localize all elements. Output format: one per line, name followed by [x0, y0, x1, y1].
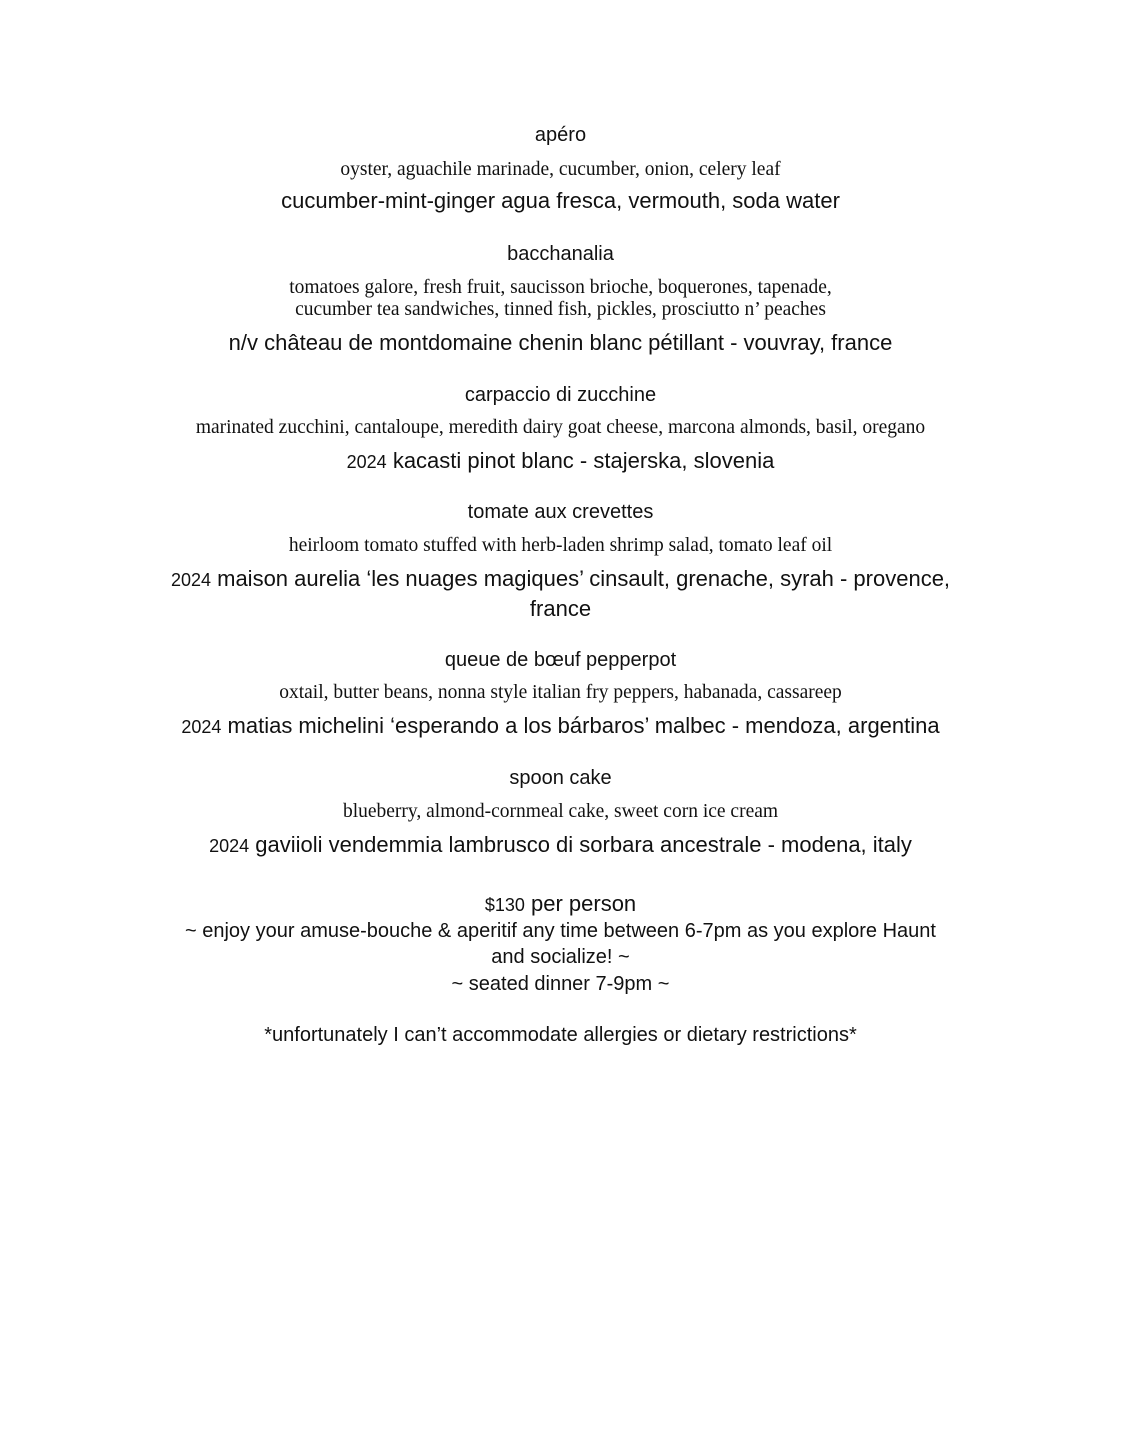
price-unit: per person [530, 891, 637, 916]
course-description: heirloom tomato stuffed with herb-laden shrimp salad, tomato leaf oil [288, 535, 833, 556]
wine-name: gaviioli vendemmia lambrusco di sorbara ancestrale - modena, italy [255, 832, 912, 857]
course-description: oyster, aguachile marinade, cucumber, onion, celery leaf [340, 159, 781, 180]
wine-vintage: 2024 [181, 717, 222, 737]
price-amount: $130 [484, 895, 525, 915]
course-title: queue de bœuf pepperpot [444, 649, 677, 671]
wine-name: kacasti pinot blanc - stajerska, slovenia [392, 448, 775, 473]
course-title: apéro [534, 124, 587, 146]
wine-vintage: 2024 [209, 836, 250, 856]
wine-name: maison aurelia ‘les nuages magiques’ cinsault, grenache, syrah - provence, [217, 566, 951, 591]
wine-pairing [0, 448, 1121, 473]
dietary-disclaimer: *unfortunately I can’t accommodate allergies or dietary restrictions* [264, 1024, 857, 1046]
schedule-note: ~ seated dinner 7-9pm ~ [451, 973, 670, 995]
schedule-note: ~ enjoy your amuse-bouche & aperitif any time between 6-7pm as you explore Haunt [185, 920, 936, 942]
wine-vintage: 2024 [170, 570, 211, 590]
price [0, 891, 1121, 916]
wine-name: matias michelini ‘esperando a los bárbaros’ malbec - mendoza, argentina [227, 713, 940, 738]
wine-pairing [0, 566, 1121, 591]
course-title: spoon cake [509, 767, 612, 789]
wine-vintage: 2024 [346, 452, 387, 472]
schedule-note: and socialize! ~ [491, 946, 630, 968]
wine-pairing [0, 713, 1121, 738]
wine-pairing: n/v château de montdomaine chenin blanc pétillant - vouvray, france [228, 330, 893, 355]
course-title: bacchanalia [507, 243, 614, 265]
wine-pairing [0, 832, 1121, 857]
course-description: tomatoes galore, fresh fruit, saucisson brioche, boquerones, tapenade, [289, 277, 832, 298]
course-description: oxtail, butter beans, nonna style italian fry peppers, habanada, cassareep [279, 682, 842, 703]
course-description: blueberry, almond-cornmeal cake, sweet corn ice cream [342, 801, 779, 822]
course-description: marinated zucchini, cantaloupe, meredith dairy goat cheese, marcona almonds, basil, oregano [195, 417, 926, 438]
wine-pairing-continued: france [529, 596, 592, 621]
wine-pairing: cucumber-mint-ginger agua fresca, vermouth, soda water [281, 188, 840, 213]
course-description: cucumber tea sandwiches, tinned fish, pickles, prosciutto n’ peaches [295, 299, 826, 320]
course-title: carpaccio di zucchine [464, 384, 657, 406]
course-title: tomate aux crevettes [467, 501, 654, 523]
